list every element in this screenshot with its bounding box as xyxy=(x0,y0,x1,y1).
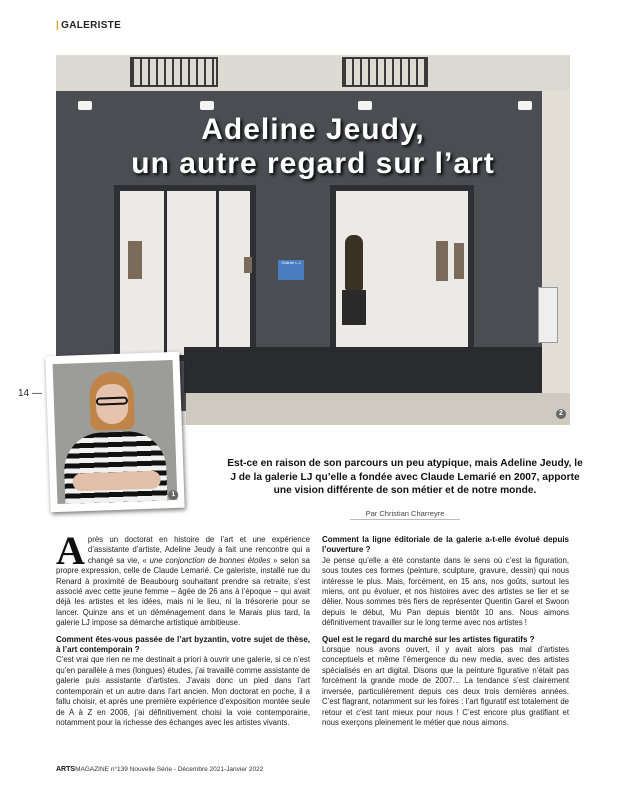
question-heading: Quel est le regard du marché sur les artistes figuratifs ? xyxy=(322,634,535,644)
lamp xyxy=(358,101,372,110)
lamp xyxy=(200,101,214,110)
byline: Par Christian Charreyre xyxy=(365,509,445,518)
intro-quote: une conjonction de bonnes étoiles xyxy=(149,555,271,565)
title-line-1: Adeline Jeudy, xyxy=(201,113,425,146)
portrait-striped-top xyxy=(63,430,168,504)
footer-issue: n°139 Nouvelle Série - Décembre 2021-Janvier 2022 xyxy=(109,766,264,773)
pedestal xyxy=(342,290,366,325)
section-label xyxy=(56,20,121,31)
portrait-arms xyxy=(72,470,161,491)
article-lead: Est-ce en raison de son parcours un peu atypique, mais Adeline Jeudy, le J de la galerie LJ qu’elle a fondée avec Claude Lemarié en 2007, apporte une vision différente de son métier et de notre monde. xyxy=(227,458,583,496)
article-title xyxy=(56,113,570,181)
portrait-photo xyxy=(53,360,178,504)
left-column xyxy=(56,528,310,734)
balcony-left xyxy=(130,57,218,87)
door-frame xyxy=(164,191,167,355)
right-column xyxy=(322,535,569,734)
sculpture xyxy=(345,235,363,290)
painting xyxy=(128,241,142,279)
byline-rule xyxy=(350,519,460,520)
photo-number-badge: 2 xyxy=(556,409,566,419)
question-heading: Comment la ligne éditoriale de la galerie a-t-elle évolué depuis l’ouverture ? xyxy=(322,535,569,555)
lamp xyxy=(78,101,92,110)
answer-paragraph: Je pense qu’elle a été constante dans le sens où c’est la figuration, sous toutes ces formes (peinture, sculpture, gravure, dessin) qui nous intéresse le plus. Mais, forcément, en 15 ans, nos goûts, surtout les miens, ont pu évoluer, et nos histoires avec des artistes se lier et se délier. Nous sommes très fiers de représenter Quentin Garel et Swoon depuis le début, Mu Pan depuis bientôt 10 ans. Nous aimons définitivement travailler sur le long terme avec nos artistes ! xyxy=(322,555,569,628)
door-frame xyxy=(216,191,219,355)
page-number-value: 14 xyxy=(18,388,30,399)
intro-paragraph xyxy=(56,528,310,629)
section-label-text: GALERISTE xyxy=(61,20,122,31)
sidewalk xyxy=(186,393,570,425)
footer-brand: MAGAZINE xyxy=(75,766,110,773)
painting xyxy=(454,243,464,279)
portrait-glasses xyxy=(96,397,128,406)
utility-box xyxy=(538,287,558,343)
intro-text-a: près un doctorat en histoire de l’art et une expérience d’assistante d’artiste, Adeline Jeudy a fait une rencontre qui a changé sa vie, « xyxy=(87,535,310,565)
answer-paragraph: Lorsque nous avons ouvert, il y avait alors pas mal d’artistes conceptuels et même l’émergence du new media, avec des artistes spécialisés en art digital. Disons que la peinture figurative n’était pas forcément la grande mode de 2007… La tendance s’est clairement inversée, particulièrement depuis ces deux trois dernières années. C’est flagrant, notamment sur les foires : l’art figuratif est totalement de retour et c’est tant mieux pour nous ! C’est encore plus gratifiant et nous exerçons pleinement le métier que nous aimons. xyxy=(322,645,569,727)
portrait-photo-frame xyxy=(45,352,184,513)
page-footer xyxy=(56,766,263,773)
answer-paragraph: C’est vrai que rien ne me destinait a priori à ouvrir une galerie, si ce n’est qu’en parallèle à mes (longues) études, j’ai travaillé comme assistante de galerie puis assistante d’artistes. J’avais donc un pied dans l’art contemporain et un autre dans l’art ancien. Mon doctorat en poche, il a fallu choisir, et après une première expérience d’exposition montée seule de A à Z en 2006, j’ai définitivement choisi la voie contemporaine, notamment pour la richesse des échanges avec les artistes vivants. xyxy=(56,655,310,727)
page-number: 14 — xyxy=(18,388,42,399)
balcony-right xyxy=(342,57,428,87)
section-bar: | xyxy=(56,20,60,31)
footer-brand-bold: ARTS xyxy=(56,766,76,773)
painting xyxy=(244,257,252,273)
portrait-number-badge: 1 xyxy=(168,490,178,500)
gallery-sign: Galerie L.J xyxy=(278,260,304,280)
storefront-base xyxy=(184,347,542,393)
title-line-2: un autre regard sur l’art xyxy=(131,147,495,180)
lamp xyxy=(518,101,532,110)
question-heading: Comment êtes-vous passée de l’art byzantin, votre sujet de thèse, à l’art contemporain ? xyxy=(56,634,310,655)
painting xyxy=(436,241,448,281)
drop-cap: A xyxy=(56,528,85,573)
intro-text-b: » selon sa propre expression, celle de Claude Lemarié. Ce galeriste, installé rue du Renard à proximité de Beaubourg souhaitant prendre sa retraite, s’est associé avec cette jeune femme – âgée de 26 ans à l’époque – qui avait déjà les artistes et les idées, mais ni le lieu, ni la trésorerie pour se lancer. Quinze ans et un déménagement dans le Marais plus tard, la galerie LJ impose sa démarche artistique ambitieuse. xyxy=(56,555,310,628)
